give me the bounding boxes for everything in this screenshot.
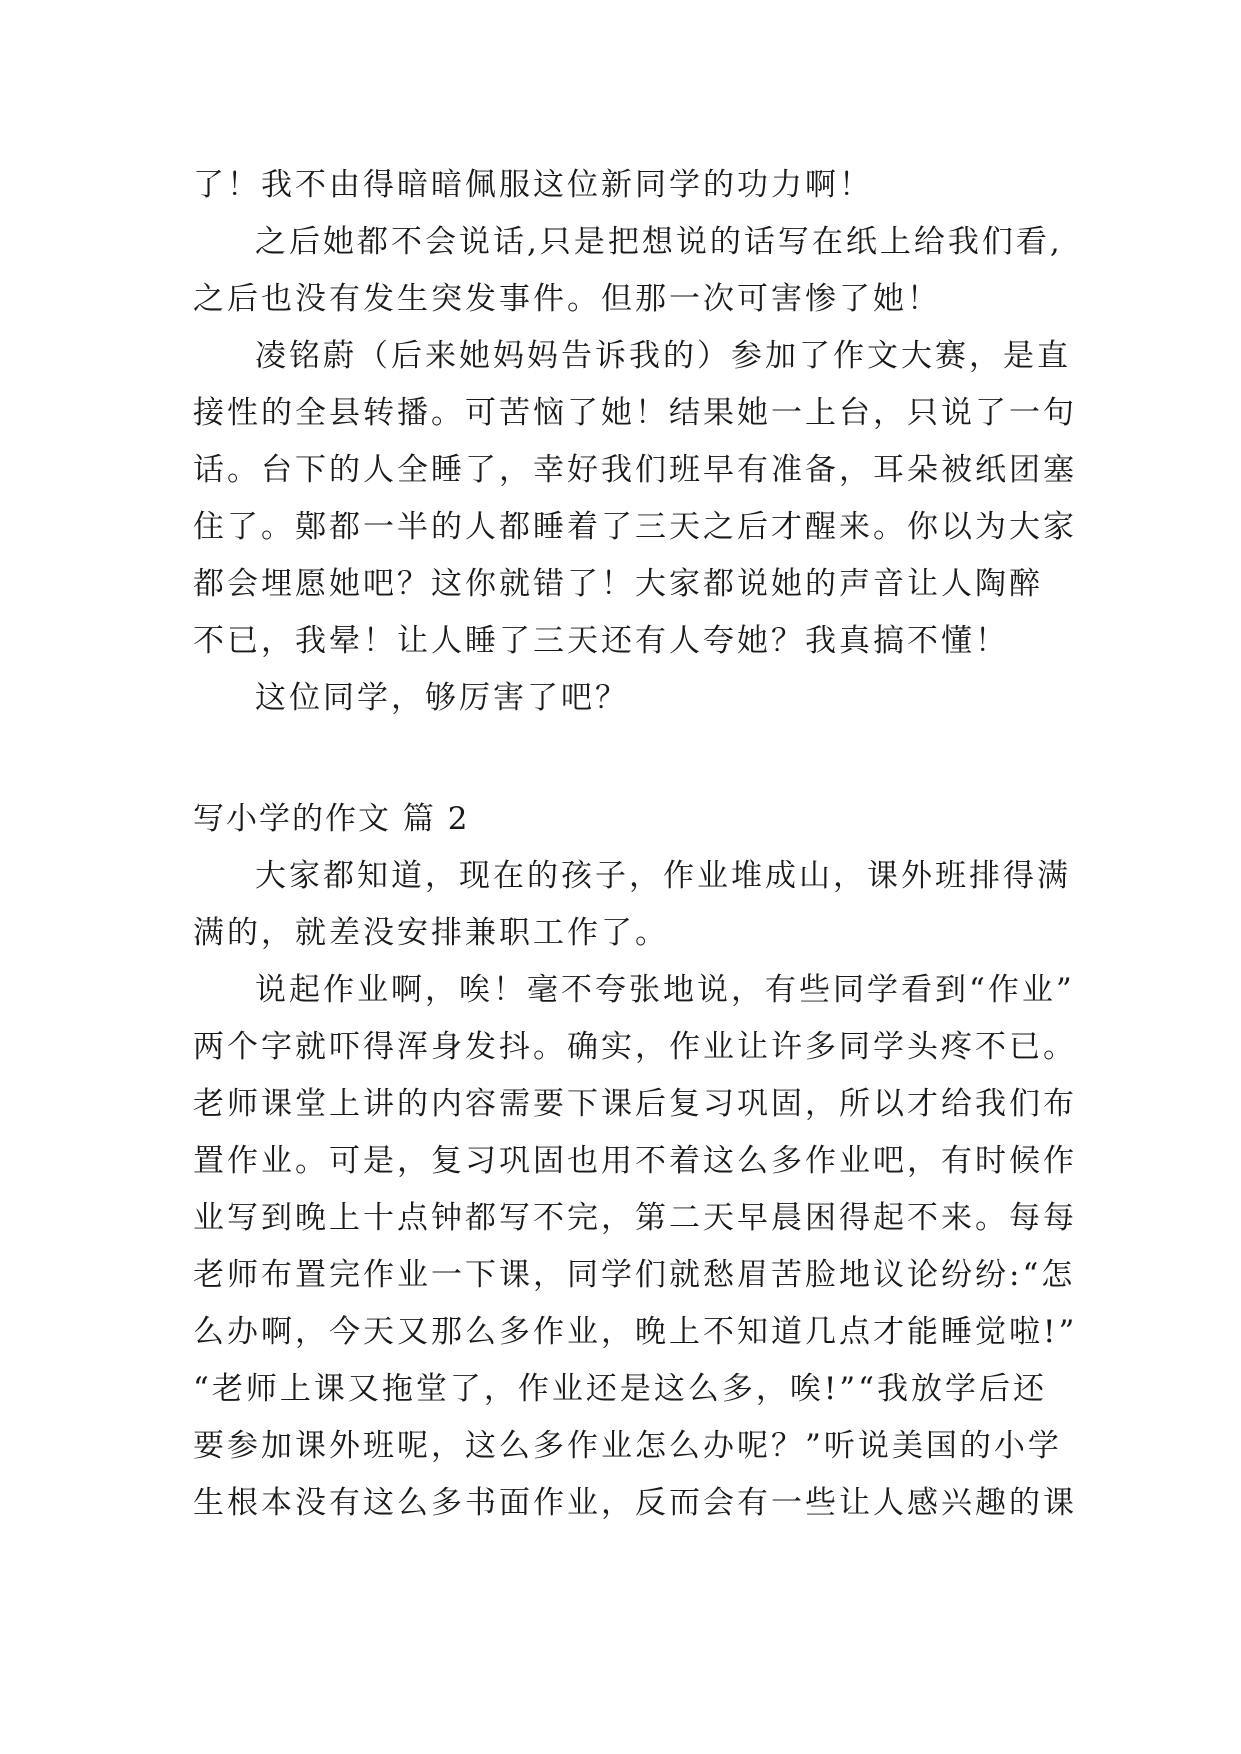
text-line: 老师布置完作业一下课，同学们就愁眉苦脸地议论纷纷:“怎 [193,1257,1076,1293]
text-line: 住了。鄚都一半的人都睡着了三天之后才醒来。你以为大家 [193,509,1077,545]
text-line: 业写到晚上十点钟都写不完，第二天早晨困得起不来。每每 [193,1200,1077,1236]
text-line: 都会埋愿她吧？这你就错了！大家都说她的声音让人陶醉 [193,566,1043,602]
text-line: 置作业。可是，复习巩固也用不着这么多作业吧，有时候作 [193,1143,1077,1179]
text-line: 接性的全县转播。可苦恼了她！结果她一上台，只说了一句 [193,395,1077,431]
text-line: 两个字就吓得浑身发抖。确实，作业让许多同学头疼不已。 [193,1029,1077,1065]
text-line: 老师课堂上讲的内容需要下课后复习巩固，所以才给我们布 [193,1086,1077,1122]
text-line: 满的，就差没安排兼职工作了。 [193,915,669,951]
text-line: 之后也没有发生突发事件。但那一次可害惨了她！ [193,281,941,317]
text-line: 话。台下的人全睡了，幸好我们班早有准备，耳朵被纸团塞 [193,452,1077,488]
text-line: 大家都知道，现在的孩子，作业堆成山，课外班排得满 [255,858,1071,894]
text-line: 这位同学，够厉害了吧？ [255,680,629,716]
text-line: 凌铭蔚（后来她妈妈告诉我的）参加了作文大赛，是直 [255,338,1071,374]
text-line: “老师上课又拖堂了，作业还是这么多，唉!”“我放学后还 [193,1371,1047,1407]
section-heading: 写小学的作文 篇 2 [193,801,470,837]
text-line: 么办啊，今天又那么多作业，晚上不知道几点才能睡觉啦!” [193,1314,1078,1350]
text-line: 不已，我晕！让人睡了三天还有人夸她？我真搞不懂！ [193,623,1009,659]
text-line: 之后她都不会说话,只是把想说的话写在纸上给我们看, [255,224,1063,260]
text-line: 了！我不由得暗暗佩服这位新同学的功力啊！ [193,167,873,203]
text-line: 要参加课外班呢，这么多作业怎么办呢？”听说美国的小学 [193,1428,1062,1464]
text-line: 生根本没有这么多书面作业，反而会有一些让人感兴趣的课 [193,1485,1077,1521]
text-line: 说起作业啊，唉！毫不夸张地说，有些同学看到“作业” [255,972,1075,1008]
